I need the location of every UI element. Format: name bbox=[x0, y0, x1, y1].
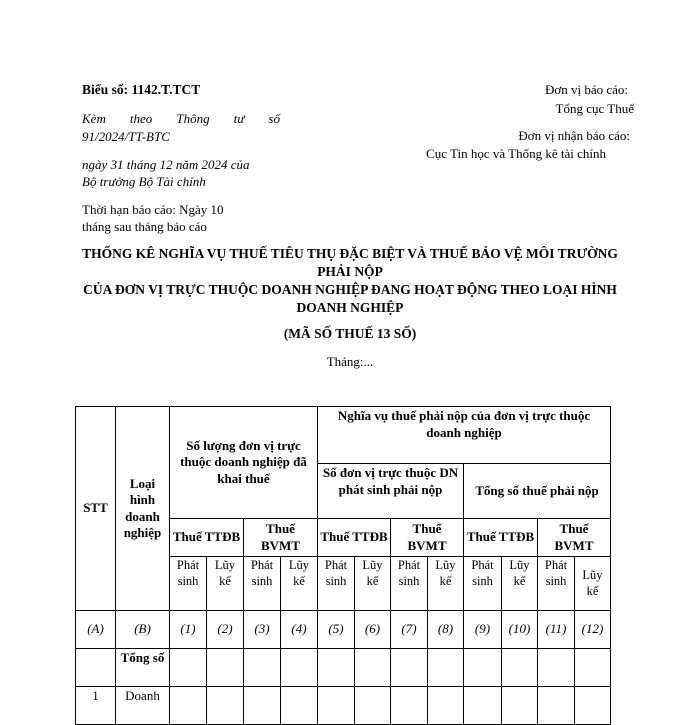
table-cell bbox=[244, 649, 281, 687]
table-cell bbox=[355, 687, 391, 725]
header-ttdb: Thuế TTĐB bbox=[464, 519, 538, 557]
header-tax-obligation-line1: Nghĩa vụ thuế phải nộp của đơn vị trực thuộc bbox=[337, 408, 591, 423]
col-index: (4) bbox=[281, 611, 318, 649]
table-cell bbox=[502, 687, 538, 725]
col-index: (7) bbox=[391, 611, 428, 649]
table-cell bbox=[502, 649, 538, 687]
header-business-type: Loại hình doanh nghiệp bbox=[116, 407, 170, 611]
report-title bbox=[80, 245, 620, 317]
receiving-unit-label: Đơn vị nhận báo cáo: bbox=[518, 128, 630, 143]
col-index: (6) bbox=[355, 611, 391, 649]
table-cell bbox=[428, 687, 464, 725]
attach-word: theo bbox=[129, 111, 153, 126]
header-units-incurring: Số đơn vị trực thuộc DN phát sinh phải nộp bbox=[318, 464, 464, 519]
table-cell bbox=[318, 649, 355, 687]
table-cell bbox=[575, 649, 611, 687]
header-cumulative: Lũy kế bbox=[281, 557, 318, 611]
total-row-no bbox=[76, 649, 116, 687]
header-cumulative: Lũy kế bbox=[428, 557, 464, 611]
header-cumulative: Lũy kế bbox=[575, 557, 611, 611]
row-number: 1 bbox=[76, 687, 116, 725]
header-ttdb: Thuế TTĐB bbox=[318, 519, 391, 557]
header-incurred: Phát sinh bbox=[244, 557, 281, 611]
tax-code-note: (MÃ SỐ THUẾ 13 SỐ) bbox=[283, 326, 417, 341]
table-cell bbox=[170, 687, 207, 725]
header-tax-obligation-line2: doanh nghiệp bbox=[426, 424, 502, 440]
col-index: (10) bbox=[502, 611, 538, 649]
sign-date-line2: Bộ trưởng Bộ Tài chính bbox=[82, 174, 206, 189]
table-cell bbox=[244, 687, 281, 725]
col-index: (3) bbox=[244, 611, 281, 649]
attach-word: Kèm bbox=[82, 111, 106, 126]
attached-words bbox=[82, 110, 280, 128]
col-index: (12) bbox=[575, 611, 611, 649]
deadline-line1: Thời hạn báo cáo: Ngày 10 bbox=[82, 202, 224, 217]
header-ttdb: Thuế TTĐB bbox=[170, 519, 244, 557]
table-cell bbox=[464, 687, 502, 725]
header-declared-units: Số lượng đơn vị trực thuộc doanh nghiệp đã khai thuế bbox=[170, 407, 318, 519]
col-index: (1) bbox=[170, 611, 207, 649]
attach-word: Thông bbox=[176, 111, 210, 126]
total-row-label: Tổng số bbox=[116, 649, 170, 687]
col-index: (8) bbox=[428, 611, 464, 649]
header-stt: STT bbox=[76, 407, 116, 611]
circular-number: 91/2024/TT-BTC bbox=[82, 128, 170, 144]
col-index: (9) bbox=[464, 611, 502, 649]
attach-word: số bbox=[268, 111, 280, 126]
header-total-tax: Tổng số thuế phải nộp bbox=[464, 464, 611, 519]
header-bvmt: Thuế BVMT bbox=[391, 519, 464, 557]
reporting-unit-value: Tổng cục Thuế bbox=[555, 101, 634, 116]
sign-date-line1: ngày 31 tháng 12 năm 2024 của bbox=[82, 157, 250, 172]
col-index: (11) bbox=[538, 611, 575, 649]
receiving-unit-value: Cục Tin học và Thống kê tài chính bbox=[426, 146, 606, 161]
table-cell bbox=[538, 687, 575, 725]
table-cell bbox=[575, 687, 611, 725]
header-incurred: Phát sinh bbox=[538, 557, 575, 611]
form-number: Biểu số: 1142.T.TCT bbox=[82, 82, 201, 97]
table-cell bbox=[464, 649, 502, 687]
title-line1: THỐNG KÊ NGHĨA VỤ THUẾ TIÊU THỤ ĐẶC BIỆT VÀ THUẾ BẢO VỆ MÔI TRƯỜNG PHẢI NỘP bbox=[82, 246, 618, 279]
header-tax-obligation bbox=[318, 407, 611, 464]
header-cumulative: Lũy kế bbox=[355, 557, 391, 611]
row-business-type: Doanh bbox=[116, 687, 170, 725]
table-cell bbox=[281, 649, 318, 687]
header-cumulative: Lũy kế bbox=[207, 557, 244, 611]
table-cell bbox=[318, 687, 355, 725]
table-cell bbox=[355, 649, 391, 687]
sign-date bbox=[82, 156, 282, 190]
table-cell bbox=[207, 687, 244, 725]
header-incurred: Phát sinh bbox=[318, 557, 355, 611]
report-table bbox=[75, 406, 611, 725]
table-cell bbox=[170, 649, 207, 687]
table-cell bbox=[391, 687, 428, 725]
report-deadline bbox=[82, 201, 282, 235]
table-cell bbox=[391, 649, 428, 687]
header-incurred: Phát sinh bbox=[464, 557, 502, 611]
table-cell bbox=[538, 649, 575, 687]
header-incurred: Phát sinh bbox=[170, 557, 207, 611]
col-index: (A) bbox=[76, 611, 116, 649]
header-bvmt: Thuế BVMT bbox=[244, 519, 318, 557]
table-cell bbox=[428, 649, 464, 687]
col-index: (5) bbox=[318, 611, 355, 649]
col-index: (2) bbox=[207, 611, 244, 649]
table-cell bbox=[281, 687, 318, 725]
header-bvmt: Thuế BVMT bbox=[538, 519, 611, 557]
report-month: Tháng:... bbox=[326, 354, 374, 369]
reporting-unit-label: Đơn vị báo cáo: bbox=[544, 82, 628, 97]
deadline-line2: tháng sau tháng báo cáo bbox=[82, 219, 207, 234]
header-incurred: Phát sinh bbox=[391, 557, 428, 611]
col-index: (B) bbox=[116, 611, 170, 649]
attached-circular bbox=[82, 110, 280, 145]
table-cell bbox=[207, 649, 244, 687]
attach-word: tư bbox=[233, 111, 245, 126]
header-cumulative: Lũy kế bbox=[502, 557, 538, 611]
title-line2: CỦA ĐƠN VỊ TRỰC THUỘC DOANH NGHIỆP ĐANG HOẠT ĐỘNG THEO LOẠI HÌNH DOANH NGHIỆP bbox=[83, 282, 617, 315]
